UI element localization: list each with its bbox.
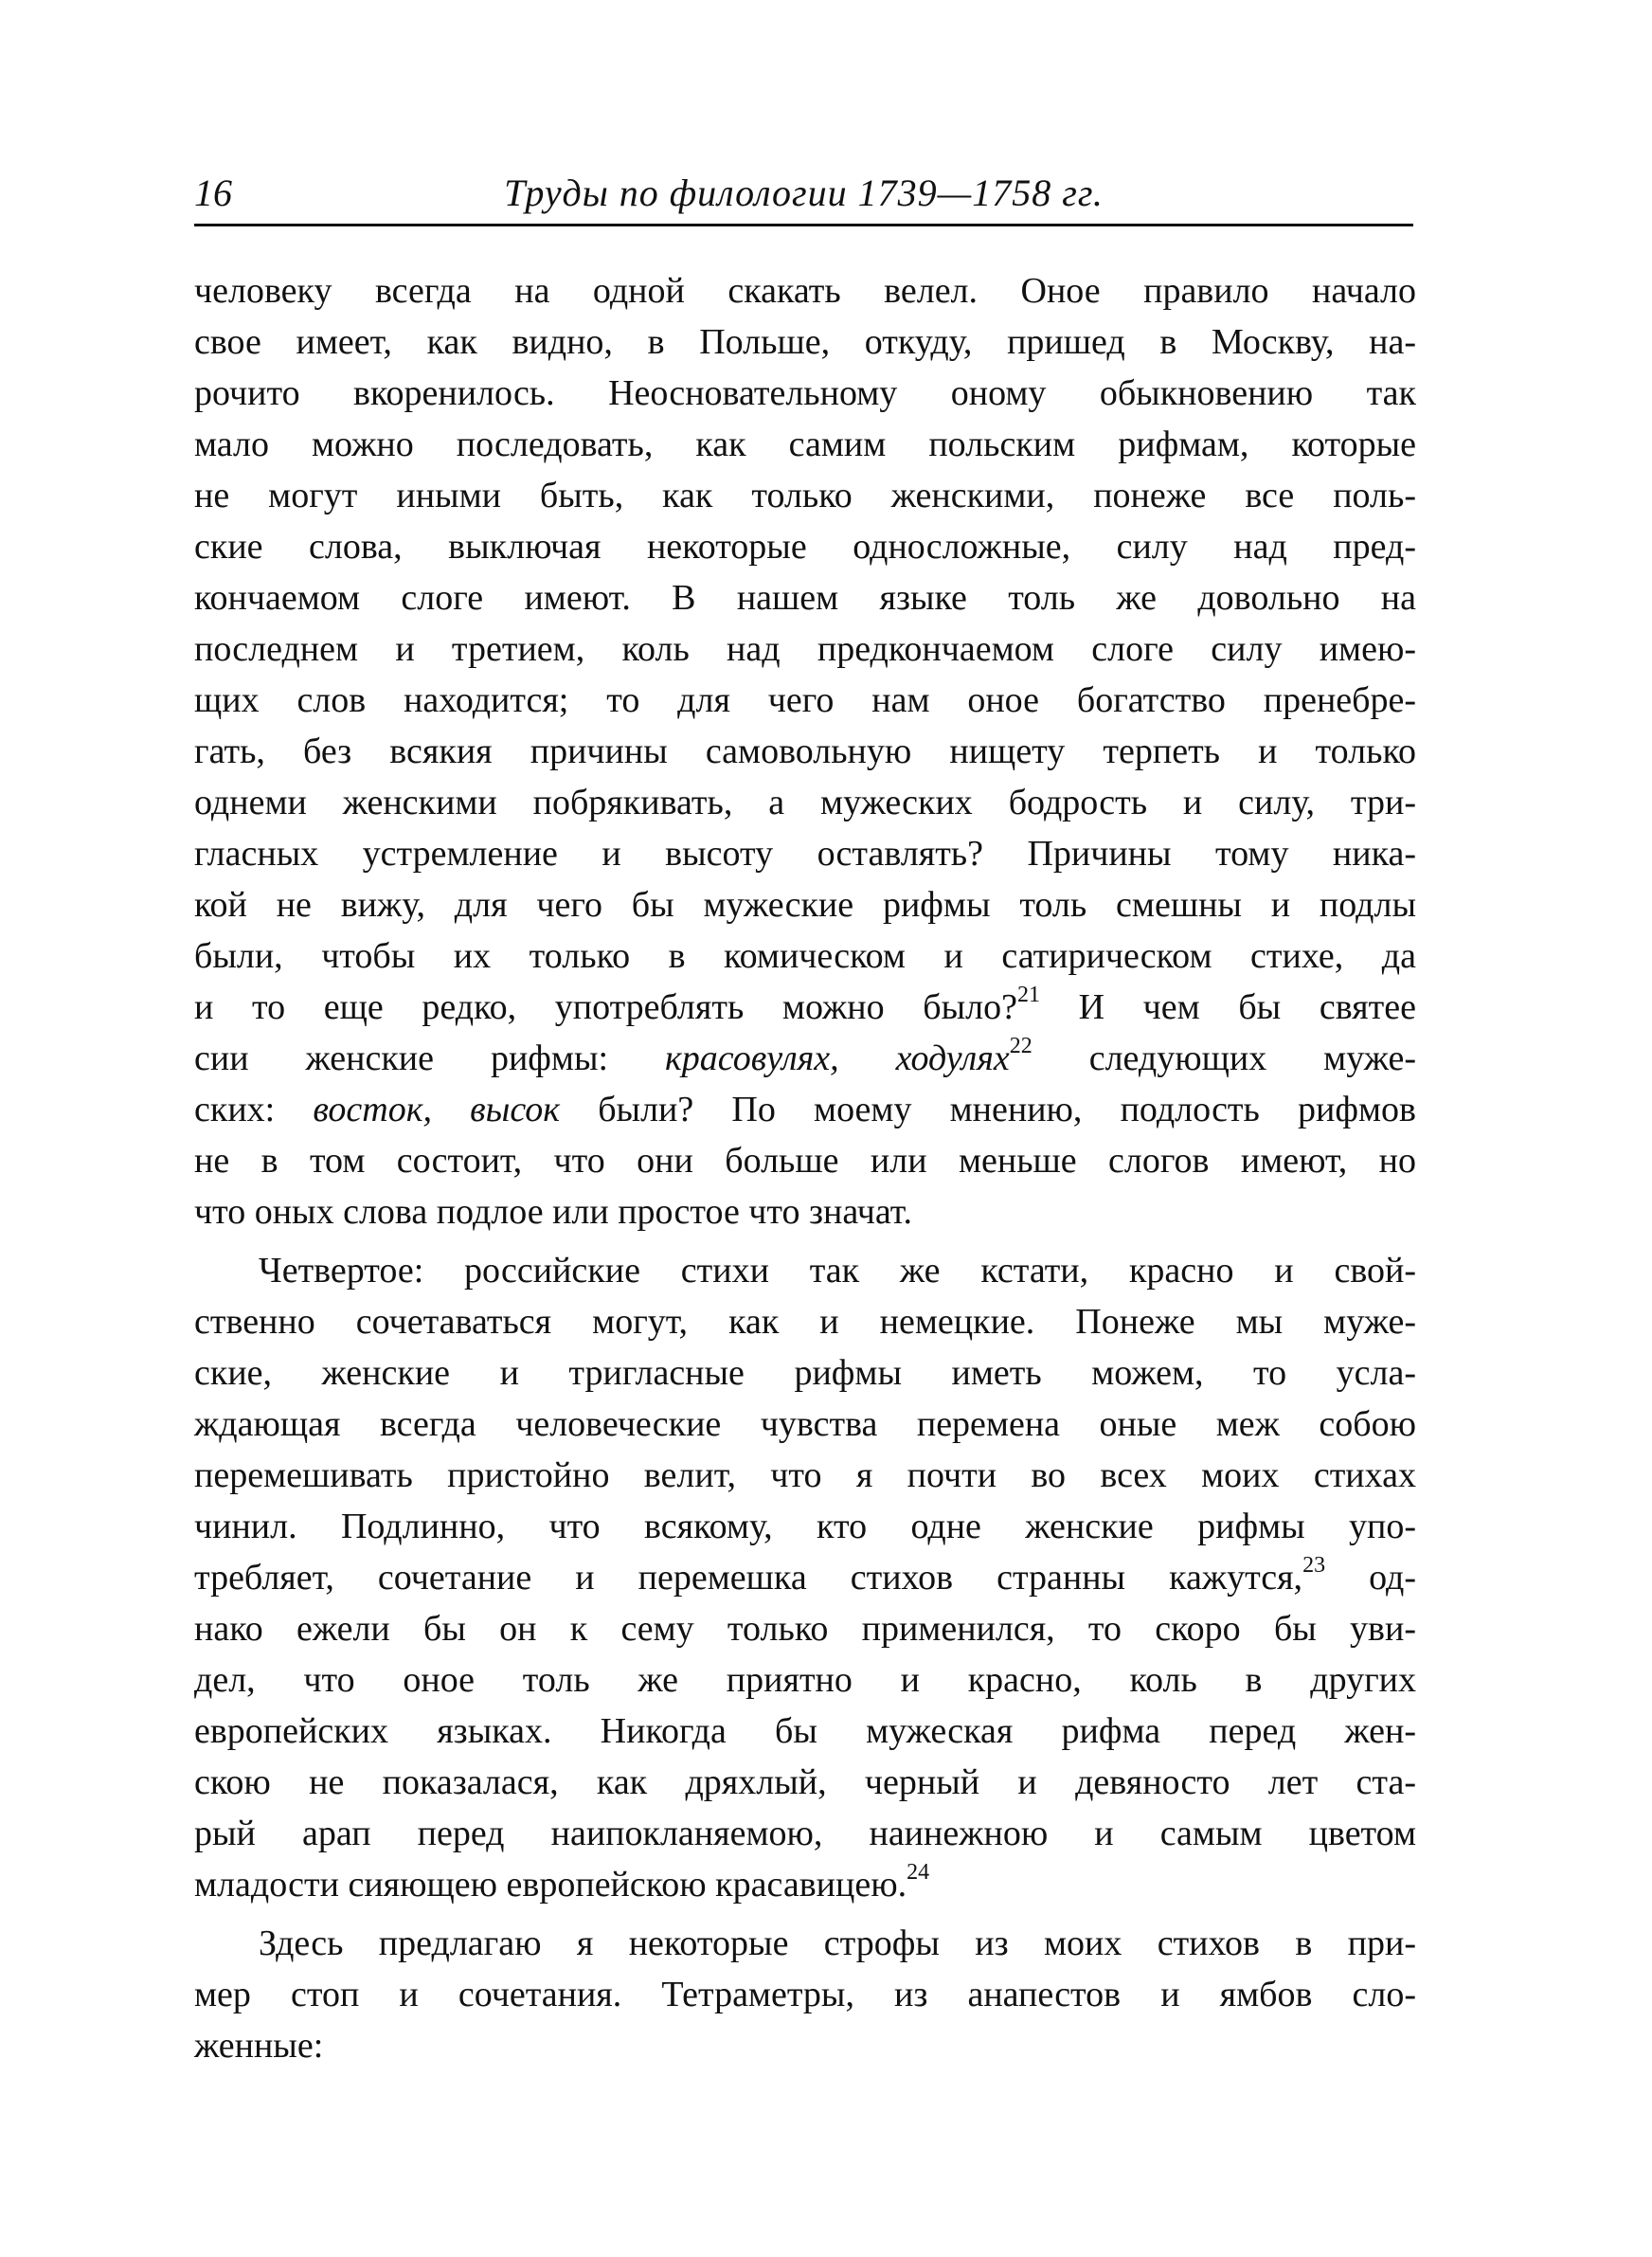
text-line: не могут иными быть, как только женскими, понеже все поль- [194,476,1416,515]
text-line [194,1552,1416,1603]
text-line: чинил. Подлинно, что всякому, кто одне женские рифмы упо- [194,1507,1416,1546]
text-line: Четвертое: российские стихи так же кстати, красно и свой- [259,1251,1416,1291]
line-text: И чем бы святее [1039,987,1416,1027]
text-line: Здесь предлагаю я некоторые строфы из моих стихов в при- [259,1923,1416,1963]
text-line [194,982,1416,1033]
text-line: однеми женскими побрякивать, а мужеских бодрость и силу, три- [194,783,1416,822]
text-line: женные: [194,2026,324,2066]
line-text: сии женские рифмы: [194,1038,666,1078]
text-line: что оных слова подлое или простое что значат. [194,1192,912,1232]
text-line: были, чтобы их только в комическом и сатирическом стихе, да [194,936,1416,976]
text-line: европейских языках. Никогда бы мужеская рифма перед жен- [194,1711,1416,1751]
running-head [194,171,1413,226]
text-line: дел, что оное толь же приятно и красно, коль в других [194,1660,1416,1700]
line-text: младости сияющею европейскою красавицею. [194,1865,907,1905]
line-text: требляет, сочетание и перемешка стихов странны кажутся, [194,1558,1303,1598]
page-number: 16 [194,172,232,214]
text-line: свое имеет, как видно, в Польше, откуду, пришед в Москву, на- [194,322,1416,362]
text-line: ские, женские и тригласные рифмы иметь можем, то усла- [194,1353,1416,1393]
paragraph [194,1918,1416,2071]
footnote-marker: 22 [1009,1034,1032,1058]
body-text [194,265,1416,2071]
footnote-marker: 23 [1302,1553,1326,1578]
line-text: ских: [194,1090,314,1129]
running-title: Труды по филологии 1739—1758 гг. [504,172,1104,214]
italic-words: красовулях, ходулях [665,1038,1010,1078]
text-line: кой не вижу, для чего бы мужеские рифмы толь смешны и подлы [194,885,1416,925]
paragraph [194,265,1416,1237]
text-line: последнем и третием, коль над предкончаемом слоге силу имею- [194,629,1416,669]
text-line: щих слов находится; то для чего нам оное богатство пренебре- [194,680,1416,720]
line-text: были? По моему мнению, подлость рифмов [560,1090,1416,1129]
text-line: скою не показалася, как дряхлый, черный и девяносто лет ста- [194,1762,1416,1802]
italic-words: восток, высок [313,1090,561,1129]
line-text: следующих муже- [1032,1038,1417,1078]
paragraph-gap [194,1237,1416,1245]
text-line: нако ежели бы он к сему только применился, то скоро бы уви- [194,1609,1416,1649]
text-line: рочито вкоренилось. Неосновательному оному обыкновению так [194,373,1416,413]
text-line: рый арап перед наипокланяемою, наинежною и самым цветом [194,1814,1416,1853]
footnote-marker: 24 [907,1860,930,1885]
text-line: гать, без всякия причины самовольную нищету терпеть и только [194,731,1416,771]
line-text: и то еще редко, употреблять можно было? [194,987,1017,1027]
line-text: од- [1325,1558,1417,1598]
text-line: мер стоп и сочетания. Тетраметры, из анапестов и ямбов сло- [194,1975,1416,2014]
text-line: ственно сочетаваться могут, как и немецкие. Понеже мы муже- [194,1302,1416,1342]
text-line: не в том состоит, что они больше или меньше слогов имеют, но [194,1141,1416,1181]
text-line: перемешивать пристойно велит, что я почти во всех моих стихах [194,1455,1416,1495]
text-line [194,1859,1416,1910]
paragraph [194,1245,1416,1910]
text-line: ские слова, выключая некоторые односложные, силу над пред- [194,527,1416,567]
footnote-marker: 21 [1016,983,1040,1007]
text-line [194,1084,1416,1135]
paragraph-gap [194,1910,1416,1918]
text-line: ждающая всегда человеческие чувства перемена оные меж собою [194,1404,1416,1444]
text-line: кончаемом слоге имеют. В нашем языке толь же довольно на [194,578,1416,618]
text-line [194,1033,1416,1084]
text-line: человеку всегда на одной скакать велел. Оное правило начало [194,271,1416,311]
text-line: мало можно последовать, как самим польским рифмам, которые [194,424,1416,464]
text-line: гласных устремление и высоту оставлять? Причины тому ника- [194,834,1416,874]
